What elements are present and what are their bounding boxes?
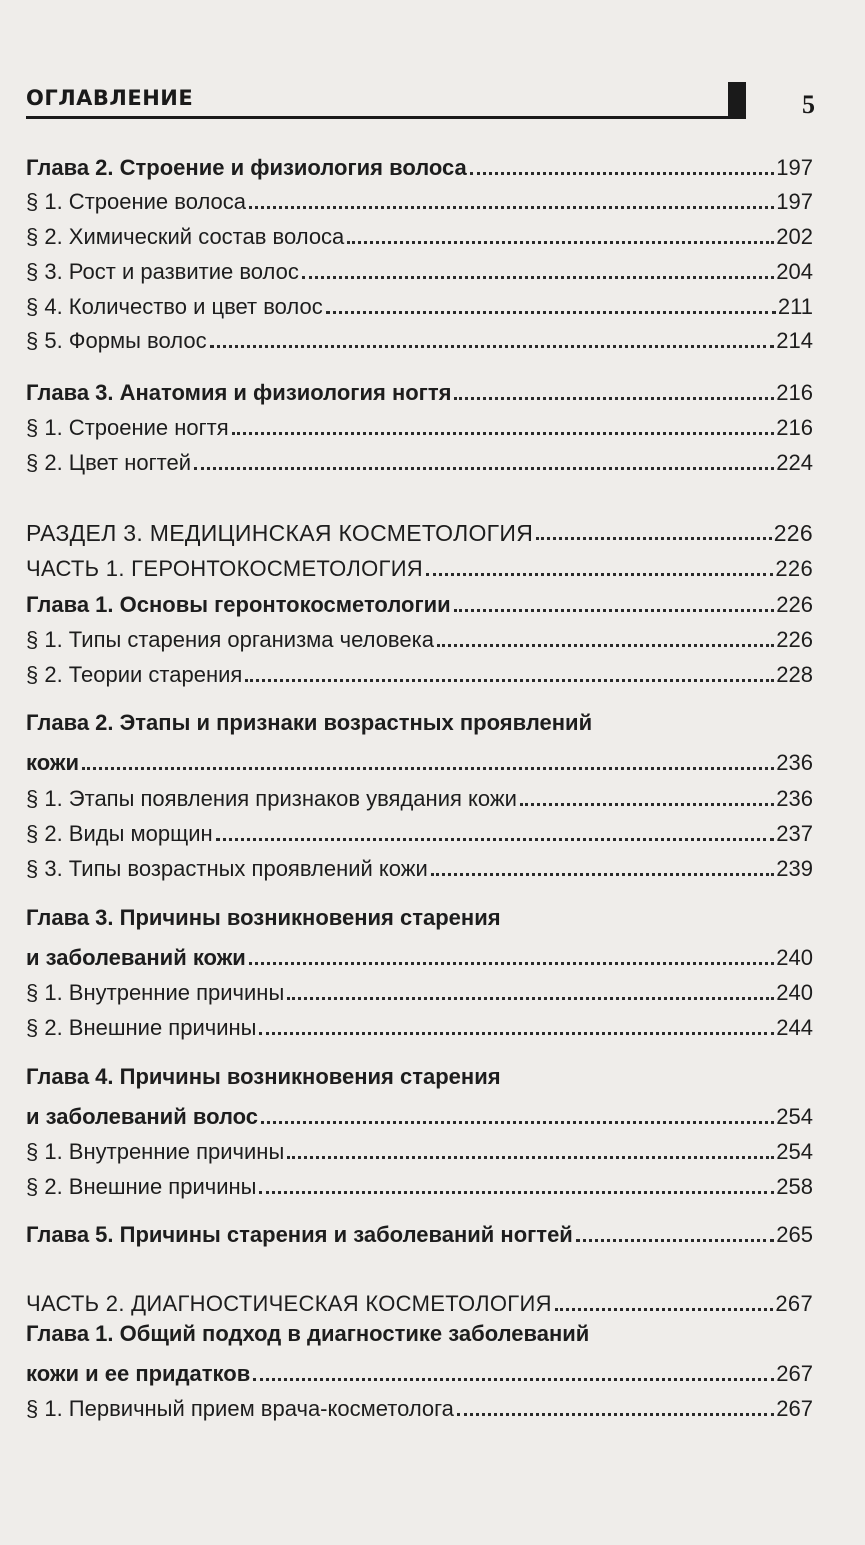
toc-entry-title: Глава 3. Анатомия и физиология ногтя: [26, 380, 452, 405]
toc-entry-title: § 1. Внутренние причины: [26, 1139, 285, 1164]
dot-leader: [437, 644, 774, 647]
toc-entry-chapter[interactable]: [26, 740, 813, 776]
toc-entry-section[interactable]: [26, 1386, 813, 1422]
toc-entry-section[interactable]: [26, 1005, 813, 1041]
toc-entry-page: 214: [776, 328, 813, 353]
toc-entry-section[interactable]: [26, 776, 813, 812]
toc-entry-title-line1: Глава 1. Общий подход в диагностике заболеваний: [26, 1321, 590, 1346]
toc-entry-section[interactable]: [26, 652, 813, 688]
toc-entry-chapter[interactable]: [26, 145, 813, 181]
dot-leader: [287, 1156, 774, 1159]
toc-entry-section[interactable]: [26, 617, 813, 653]
dot-leader: [261, 1121, 774, 1124]
toc-entry-section[interactable]: [26, 970, 813, 1006]
toc-entry-page: 267: [775, 1291, 813, 1316]
header-title: ОГЛАВЛЕНИЕ: [26, 86, 194, 110]
toc-entry-section[interactable]: [26, 318, 813, 354]
dot-leader: [287, 997, 774, 1000]
toc-entry-page: 216: [776, 380, 813, 405]
toc-entry-page: 226: [775, 556, 813, 581]
toc-entry-title: § 1. Строение волоса: [26, 189, 247, 214]
toc-entry-title: и заболеваний кожи: [26, 945, 246, 970]
toc-entry-page: 258: [776, 1174, 813, 1199]
toc-entry-page: 267: [776, 1396, 813, 1421]
dot-leader: [536, 537, 772, 540]
toc-entry-page: 216: [776, 415, 813, 440]
toc-entry-page: 240: [776, 980, 813, 1005]
toc-entry-part[interactable]: [26, 1281, 813, 1317]
toc-entry-chapter[interactable]: [26, 1212, 813, 1248]
dot-leader: [576, 1239, 774, 1242]
dot-leader: [245, 679, 774, 682]
toc-entry-page: 254: [776, 1104, 813, 1129]
toc-entry-title: § 1. Внутренние причины: [26, 980, 285, 1005]
toc-entry-page: 204: [776, 259, 813, 284]
toc-entry-page: 239: [776, 856, 813, 881]
toc-entry-section[interactable]: [26, 811, 813, 847]
toc-entry-part[interactable]: [26, 546, 813, 582]
dot-leader: [454, 397, 774, 400]
toc-entry-title-line1: Глава 4. Причины возникновения старения: [26, 1064, 501, 1089]
toc-entry-title: § 5. Формы волос: [26, 328, 207, 353]
toc-entry-page: 240: [776, 945, 813, 970]
dot-leader: [302, 276, 774, 279]
toc-entry-title: § 2. Внешние причины: [26, 1015, 257, 1040]
toc-entry-section[interactable]: [26, 179, 813, 215]
toc-entry-title: § 1. Строение ногтя: [26, 415, 229, 440]
toc-entry-title-line1: Глава 3. Причины возникновения старения: [26, 905, 501, 930]
page-number: 5: [802, 90, 815, 119]
toc-entry-section[interactable]: [26, 440, 813, 476]
dot-leader: [259, 1032, 774, 1035]
toc-entry-title: § 4. Количество и цвет волос: [26, 294, 323, 319]
toc-entry-title: ЧАСТЬ 2. ДИАГНОСТИЧЕСКАЯ КОСМЕТОЛОГИЯ: [26, 1291, 552, 1316]
dot-leader: [249, 206, 774, 209]
toc-entry-section[interactable]: [26, 846, 813, 882]
toc-entry-page: 202: [776, 224, 813, 249]
toc-entry-chapter[interactable]: [26, 935, 813, 971]
toc-entry-page: 197: [776, 189, 813, 214]
toc-entry-section[interactable]: [26, 214, 813, 250]
toc-entry-section[interactable]: [26, 405, 813, 441]
toc-entry-section[interactable]: [26, 1164, 813, 1200]
toc-entry-page: 228: [776, 662, 813, 687]
toc-entry-page: 224: [776, 450, 813, 475]
dot-leader: [426, 573, 773, 576]
toc-entry-page: 226: [776, 627, 813, 652]
dot-leader: [326, 311, 776, 314]
toc-entry-section[interactable]: [26, 284, 813, 320]
toc-entry-title: § 3. Типы возрастных проявлений кожи: [26, 856, 428, 881]
toc-entry-chapter[interactable]: [26, 1094, 813, 1130]
toc-entry-page: 197: [776, 155, 813, 180]
toc-entry-title: § 2. Теории старения: [26, 662, 243, 687]
toc-entry-title: ЧАСТЬ 1. ГЕРОНТОКОСМЕТОЛОГИЯ: [26, 556, 423, 581]
dot-leader: [232, 432, 775, 435]
toc-entry-chapter[interactable]: [26, 582, 813, 618]
toc-entry-title: § 2. Внешние причины: [26, 1174, 257, 1199]
dot-leader: [470, 172, 774, 175]
dot-leader: [194, 467, 774, 470]
toc-entry-page: 254: [776, 1139, 813, 1164]
dot-leader: [457, 1413, 774, 1416]
toc-entry-title: § 2. Виды морщин: [26, 821, 213, 846]
toc-entry-title: § 3. Рост и развитие волос: [26, 259, 299, 284]
toc-entry-title: § 1. Первичный прием врача-косметолога: [26, 1396, 454, 1421]
toc-entry-title: § 1. Этапы появления признаков увядания кожи: [26, 786, 517, 811]
toc-entry-page: 211: [777, 294, 813, 319]
toc-entry-page: 265: [776, 1222, 813, 1247]
toc-entry-section[interactable]: [26, 1129, 813, 1165]
toc-entry-section[interactable]: [26, 249, 813, 285]
dot-leader: [431, 873, 774, 876]
toc-entry-title: Глава 1. Основы геронтокосметологии: [26, 592, 451, 617]
toc-entry-page: 267: [776, 1361, 813, 1386]
dot-leader: [253, 1378, 774, 1381]
toc-entry-page: 244: [776, 1015, 813, 1040]
toc-entry-division[interactable]: [26, 510, 813, 546]
toc-entry-title: Глава 5. Причины старения и заболеваний ногтей: [26, 1222, 573, 1247]
toc-entry-title: РАЗДЕЛ 3. МЕДИЦИНСКАЯ КОСМЕТОЛОГИЯ: [26, 520, 534, 546]
toc-entry-chapter[interactable]: [26, 370, 813, 406]
toc-entry-title-line1: Глава 2. Этапы и признаки возрастных проявлений: [26, 710, 593, 735]
dot-leader: [347, 241, 774, 244]
toc-entry-page: 226: [773, 520, 813, 546]
toc-entry-page: 226: [776, 592, 813, 617]
toc-entry-page: 236: [776, 786, 813, 811]
dot-leader: [216, 838, 775, 841]
dot-leader: [454, 609, 775, 612]
toc-entry-title: § 1. Типы старения организма человека: [26, 627, 434, 652]
toc-entry-chapter[interactable]: [26, 1351, 813, 1387]
toc-entry-title: кожи: [26, 750, 79, 775]
toc-entry-page: 237: [776, 821, 813, 846]
dot-leader: [210, 345, 775, 348]
toc-entry-title: § 2. Цвет ногтей: [26, 450, 191, 475]
dot-leader: [555, 1308, 774, 1311]
toc-entry-title: и заболеваний волос: [26, 1104, 259, 1129]
dot-leader: [259, 1191, 774, 1194]
dot-leader: [82, 767, 774, 770]
dot-leader: [520, 803, 774, 806]
toc-entry-title: § 2. Химический состав волоса: [26, 224, 345, 249]
toc-entry-title: Глава 2. Строение и физиология волоса: [26, 155, 467, 180]
toc-entry-title: кожи и ее придатков: [26, 1361, 251, 1386]
toc-entry-page: 236: [776, 750, 813, 775]
dot-leader: [249, 962, 774, 965]
